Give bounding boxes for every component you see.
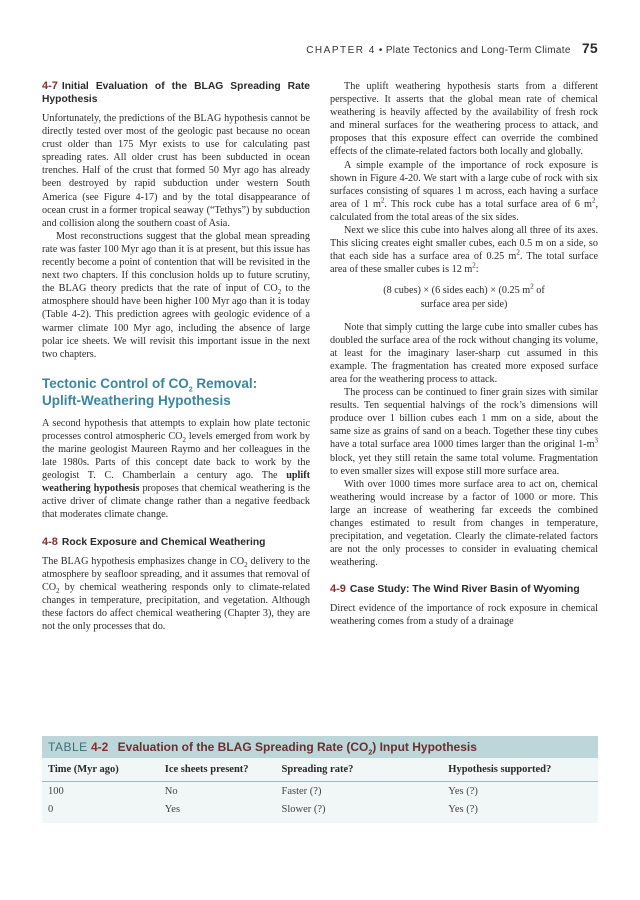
section-4-7-heading: [42, 80, 310, 106]
text: A second hypothesis that attempts to explain how plate tectonic processes control atmospheric CO: [42, 417, 310, 442]
table-cell: Yes: [164, 804, 181, 815]
text: of: [533, 285, 545, 297]
paragraph: [330, 159, 598, 224]
subscript: 2: [244, 560, 248, 569]
subscript: 2: [188, 386, 193, 394]
text: :: [475, 264, 479, 276]
subscript: 2: [56, 586, 60, 595]
table-4-2: [42, 736, 598, 823]
section-title: Rock Exposure and Chemical Weathering: [61, 536, 266, 548]
column-header: Spreading rate?: [276, 758, 443, 782]
column-header: Hypothesis supported?: [442, 758, 598, 782]
superscript: 2: [472, 261, 476, 270]
text: A simple example of the importance of rock exposure is shown in Figure 4-20. We start with a large cube of rock with six surfaces consisting of squares 1 m across, each having a surface area of 1 m: [330, 159, 598, 210]
paragraph: Note that simply cutting the large cube into smaller cubes has doubled the surface area of the rock without changing its volume, at least for the imaginary laser-sharp cut assumed in this example. The fragmentation has created more exposed surface area for the weathering process to attack.: [330, 321, 598, 385]
table-cell: Yes (?): [448, 786, 478, 797]
table-label: TABLE: [48, 740, 88, 754]
table-title: Evaluation of the BLAG Spreading Rate (CO: [117, 740, 369, 754]
text: The process can be continued to finer grain sizes with similar results. Ten sequential halvings of the rock’s dimensions will produce over 1 billion cubes each 1 mm on a side, about the same size as grains of sand on a beach. Together these tiny cubes have a total surface area 1000 times larger than the original 1-m: [330, 387, 598, 451]
table-cell: 0: [48, 804, 54, 815]
chapter-label: CHAPTER 4: [306, 45, 376, 56]
paragraph: [42, 230, 310, 361]
text: surface area per side): [420, 298, 508, 310]
chapter-subtitle: Plate Tectonics and Long-Term Climate: [385, 45, 571, 56]
column-header: Time (Myr ago): [42, 758, 159, 782]
left-column: [42, 80, 310, 633]
section-title: Initial Evaluation of the BLAG Spreading Rate Hypothesis: [42, 81, 310, 105]
table-row: [42, 782, 598, 801]
text: Tectonic Control of CO: [42, 375, 189, 391]
subscript: 2: [368, 749, 373, 757]
superscript: 2: [380, 196, 385, 205]
running-header: [306, 40, 598, 56]
table-cell: Slower (?): [281, 804, 326, 815]
paragraph: [330, 224, 598, 276]
paragraph: The uplift weathering hypothesis starts from a different perspective. It asserts that the global mean rate of chemical weathering is heavily affected by the availability of fresh rock and mineral surfaces for the weathering process to attack, and proposes that this exposure effect can override the combined effects of the climate-related factors both locally and globally.: [330, 81, 598, 158]
superscript: 2: [591, 196, 596, 205]
paragraph: [330, 386, 598, 478]
text: Most reconstructions suggest that the global mean spreading rate was faster 100 Myr ago than it is at present, but this issue has recently become a point of contention that will be revisited in the next two chapters. If this conclusion holds up to future scrutiny, the BLAG theory predicts that the rate of input of CO: [42, 230, 310, 295]
superscript: 2: [530, 283, 534, 292]
table-title: ) Input Hypothesis: [372, 740, 477, 754]
section-number: 4-8: [42, 535, 58, 548]
equation: [330, 284, 598, 310]
subscript: 2: [277, 288, 282, 297]
paragraph: [42, 417, 310, 522]
table-row: [42, 800, 598, 823]
table-cell: No: [164, 786, 178, 797]
table-header-row: [42, 758, 598, 782]
table-cell: 100: [48, 786, 64, 797]
section-4-8-heading: [42, 536, 310, 549]
section-4-9-heading: [330, 583, 598, 596]
text: block, yet they still retain the same total volume. Fragmentation to even smaller sizes will expose still more surface area.: [330, 452, 598, 477]
text: proposes that chemical weathering is the active driver of climate change rather than a negative feedback that moderates climate change.: [42, 483, 310, 521]
table-cell: Faster (?): [281, 786, 322, 797]
table-number: 4-2: [90, 740, 109, 754]
paragraph: With over 1000 times more surface area to act on, chemical weathering would increase by a factor of 1000 or more. This large an increase of weathering far exceeds the combined changes estimated to result from changes in temperature, precipitation, and vegetation. Clearly the climate-related factors are not the only processes to consider in evaluating chemical weathering.: [330, 478, 598, 569]
text: The BLAG hypothesis emphasizes change in CO: [42, 555, 245, 567]
text: to the atmosphere should have been higher 100 Myr ago than it is today (Table 4-2). This prediction agrees with geologic evidence of a warmer climate 100 Myr ago, including the absence of large polar ice sheets. We will revisit this important issue in the next two chapters.: [42, 283, 310, 360]
column-header: Ice sheets present?: [159, 758, 276, 782]
section-number: 4-7: [42, 80, 58, 92]
text: Removal:: [192, 375, 258, 391]
table-caption: [42, 736, 598, 758]
paragraph: Direct evidence of the importance of rock exposure in chemical weathering comes from a study of a drainage: [330, 603, 598, 628]
text: by chemical weathering responds only to climate-related changes in temperature, precipitation, and vegetation. Although these factors do affect chemical weathering (Chapter 3), they are not the only processes that do.: [42, 581, 310, 632]
section-number: 4-9: [330, 583, 346, 596]
header-separator: •: [378, 45, 383, 56]
table-cell: Yes (?): [448, 804, 478, 815]
text: . This rock cube has a total surface area of 6 m: [384, 198, 592, 210]
superscript: 2: [516, 248, 520, 257]
superscript: 3: [594, 437, 598, 446]
paragraph: [42, 555, 310, 634]
key-term: uplift weathering hypothesis: [42, 470, 310, 495]
text: . The total surface area of these smaller cubes is 12 m: [330, 251, 598, 276]
page-number: 75: [581, 40, 598, 56]
text: (8 cubes) × (6 sides each) × (0.25 m: [383, 285, 531, 297]
paragraph: Unfortunately, the predictions of the BLAG hypothesis cannot be directly tested over most of the geologic past because no ocean crust older than 175 Myr exists to use for calculating past spreading rates. All older crust has been subducted in ocean trenches. Half of the crust that formed 50 Myr ago has already been destroyed by rapid subduction under western South America (see Figure 4-17) and by the total disappearance of ocean crust in a former tropical seaway (“Tethys”) by subduction and collision along the southern coast of Asia.: [42, 113, 310, 229]
subscript: 2: [182, 435, 186, 444]
text: Uplift-Weathering Hypothesis: [42, 392, 231, 408]
text: , calculated from the total areas of the six sides.: [330, 198, 598, 223]
text: levels emerged from work by the marine geologist Maureen Raymo and her colleagues in the late 1980s. Parts of this concept date back to work by the geologist T. C. Chamberlain a century ago. The: [42, 430, 310, 482]
text: delivery to the atmosphere by seafloor spreading, and it assumes that removal of CO: [42, 555, 310, 593]
data-table: [42, 758, 598, 823]
section-title: Case Study: The Wind River Basin of Wyoming: [349, 584, 580, 596]
text: Next we slice this cube into halves along all three of its axes. This slicing creates eight smaller cubes, each 0.5 m on a side, so that each side has a surface area of 0.25 m: [330, 225, 598, 263]
major-heading: [42, 375, 310, 409]
right-column: [330, 80, 598, 629]
